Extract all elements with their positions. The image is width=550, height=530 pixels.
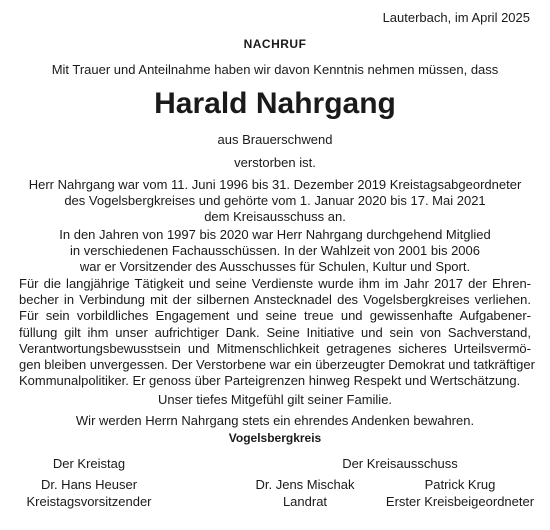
paragraph-line: Herr Nahrgang war vom 11. Juni 1996 bis 31. Dezember 2019 Kreistagsabgeordneter bbox=[28, 177, 522, 192]
dateline: Lauterbach, im April 2025 bbox=[382, 10, 530, 25]
remembrance-text: Wir werden Herrn Nahrgang stets ein ehrendes Andenken bewahren. bbox=[75, 413, 475, 428]
sympathy-text: Unser tiefes Mitgefühl gilt seiner Familie. bbox=[157, 392, 393, 407]
signatory-name: Patrick Krug bbox=[424, 477, 496, 492]
signatory-name: Dr. Hans Heuser bbox=[40, 477, 138, 492]
signatory-role: Kreistagsvorsitzender bbox=[26, 494, 152, 509]
paragraph-honors bbox=[19, 276, 535, 389]
deceased-name: Harald Nahrgang bbox=[154, 87, 396, 120]
paragraph-line: Für die langjährige Tätigkeit und seine Verdienste wurde ihm im Jahr 2017 der Ehren- bbox=[19, 276, 531, 291]
origin-text: aus Brauerschwend bbox=[217, 132, 333, 147]
deceased-text: verstorben ist. bbox=[234, 155, 316, 170]
paragraph-line: war er Vorsitzender des Ausschusses für Schulen, Kultur und Sport. bbox=[79, 259, 471, 275]
paragraph-line: Verantwortungsbewusstsein und Mitmenschlichkeit getragenes sicheres Urteilsvermö- bbox=[19, 340, 531, 356]
paragraph-line: dem Kreisausschuss an. bbox=[204, 209, 346, 225]
signatory-role: Landrat bbox=[282, 494, 328, 509]
signatory-body-kreisausschuss: Der Kreisausschuss bbox=[342, 456, 458, 471]
paragraph-line: In den Jahren von 1997 bis 2020 war Herr Nahrgang durchgehend Mitglied bbox=[59, 227, 491, 242]
paragraph-tenure bbox=[19, 177, 531, 226]
intro-text: Mit Trauer und Anteilnahme haben wir davon Kenntnis nehmen müssen, dass bbox=[51, 62, 499, 77]
notice-heading: NACHRUF bbox=[243, 37, 307, 51]
paragraph-committees bbox=[19, 227, 531, 276]
paragraph-line: des Vogelsbergkreises und gehörte vom 1. Januar 2020 bis 17. Mai 2021 bbox=[64, 193, 486, 209]
paragraph-line: Für sein vorbildliches Engagement und seine treue und gewissenhafte Aufgabener- bbox=[19, 308, 531, 324]
paragraph-line: füllung gilt ihm unser aufrichtiger Dank. Seine Initiative und sein von Sachverstand, bbox=[19, 324, 531, 340]
signatory-body-kreistag: Der Kreistag bbox=[52, 456, 126, 471]
paragraph-line: in verschiedenen Fachausschüssen. In der Wahlzeit von 2001 bis 2006 bbox=[70, 243, 480, 259]
paragraph-line: becher in Verbindung mit der silbernen Anstecknadel des Vogelsbergkreises verliehen. bbox=[19, 292, 531, 308]
paragraph-line: gen bleiben unvergessen. Der Verstorbene war ein überzeugter Demokrat und tatkräftiger bbox=[19, 356, 535, 372]
signatory-role: Erster Kreisbeigeordneter bbox=[385, 494, 535, 509]
signatory-name: Dr. Jens Mischak bbox=[255, 477, 355, 492]
organization-name: Vogelsbergkreis bbox=[228, 431, 322, 445]
paragraph-line: Kommunalpolitiker. Er genoss über Parteigrenzen hinweg Respekt und Wertschätzung. bbox=[19, 373, 521, 389]
